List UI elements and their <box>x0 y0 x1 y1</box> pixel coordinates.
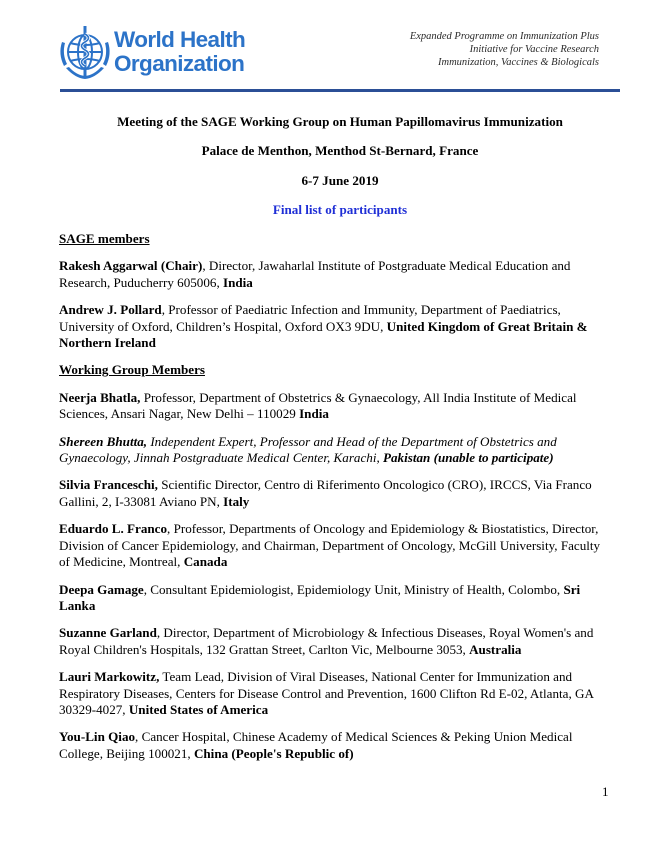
programme-block <box>339 30 599 69</box>
participant-details: Independent Expert, Professor and Head of the Department of Obstetrics and Gynaecology, Jinnah Postgraduate Medical Center, Karachi, <box>59 433 557 466</box>
meeting-venue: Palace de Menthon, Menthod St-Bernard, France <box>201 143 479 158</box>
organization-name <box>114 28 245 76</box>
page-number: 1 <box>602 784 609 799</box>
participant-entry <box>59 625 614 658</box>
participant-name: Silvia Franceschi, <box>59 477 158 493</box>
participant-details: Scientific Director, Centro di Riferimento Oncologico (CRO), IRCCS, Via Franco Gallini, 2, I-33081 Aviano PN, <box>59 477 592 509</box>
participant-name: Rakesh Aggarwal (Chair) <box>59 258 203 274</box>
participant-details: , Consultant Epidemiologist, Epidemiology Unit, Ministry of Health, Colombo, <box>143 581 564 597</box>
participant-name: Andrew J. Pollard <box>59 302 162 318</box>
participant-name: Eduardo L. Franco <box>59 521 168 537</box>
participant-details: , Professor, Departments of Oncology and Epidemiology & Biostatistics, Director, Division of Cancer Epidemiology, and Chairman, Department of Oncology, McGill University, Faculty of Medicine, Montreal, <box>59 521 601 570</box>
who-emblem-icon <box>56 22 114 84</box>
participant-country: China (People's Republic of) <box>193 745 354 761</box>
who-logo <box>56 22 246 84</box>
programme-line: Immunization, Vaccines & Biologicals <box>438 57 599 68</box>
participant-name: You-Lin Qiao <box>59 729 136 745</box>
participant-details: , Director, Jawaharlal Institute of Postgraduate Medical Education and Research, Puducherry 605006, <box>59 258 571 290</box>
participant-country: Italy <box>223 493 250 509</box>
participants-list <box>59 231 614 773</box>
participant-name: Neerja Bhatla, <box>59 389 141 405</box>
organization-name-line2: Organization <box>114 51 245 76</box>
organization-name-line1: World Health <box>114 27 246 52</box>
participant-name: Lauri Markowitz, <box>59 669 160 685</box>
section-heading-sage: SAGE members <box>59 231 150 246</box>
participant-country: Canada <box>183 554 228 570</box>
list-title: Final list of participants <box>272 202 408 217</box>
participant-details: , Cancer Hospital, Chinese Academy of Medical Sciences & Peking Union Medical College, Beijing 100021, <box>59 729 573 761</box>
meeting-dates: 6-7 June 2019 <box>301 173 379 188</box>
participant-entry <box>59 521 614 570</box>
participant-name: Deepa Gamage <box>59 581 144 597</box>
participant-country: United States of America <box>128 701 269 717</box>
participant-country: India <box>223 274 253 290</box>
participant-name: Suzanne Garland <box>59 625 157 641</box>
programme-line: Initiative for Vaccine Research <box>469 44 599 55</box>
participant-details: Professor, Department of Obstetrics & Gynaecology, All India Institute of Medical Sciences, Ansari Nagar, New Delhi – 110029 <box>59 389 577 422</box>
participant-details: Team Lead, Division of Viral Diseases, National Center for Immunization and Respiratory Diseases, Centers for Disease Control and Prevention, 1600 Clifton Rd E-02, Atlanta, GA 30329-4027, <box>59 669 594 717</box>
header-divider <box>60 89 620 92</box>
participant-entry <box>59 729 614 762</box>
participant-country: United Kingdom of Great Britain & Northern Ireland <box>59 318 588 351</box>
programme-line: Expanded Programme on Immunization Plus <box>409 31 599 42</box>
participant-entry <box>59 477 614 510</box>
participant-country: Australia <box>469 641 522 657</box>
participant-entry <box>59 669 614 718</box>
participant-details: , Director, Department of Microbiology & Infectious Diseases, Royal Women's and Royal Children's Hospitals, 132 Grattan Street, Carlton Vic, Melbourne 3053, <box>59 625 594 657</box>
section-heading-working-group: Working Group Members <box>59 362 205 378</box>
participant-details: , Professor of Paediatric Infection and Immunity, Department of Paediatrics, University of Oxford, Children’s Hospital, Oxford OX3 9DU, <box>59 302 561 334</box>
participant-name: Shereen Bhutta, <box>59 433 148 449</box>
participant-country: India <box>299 406 329 422</box>
participant-entry <box>59 390 614 423</box>
meeting-title: Meeting of the SAGE Working Group on Human Papillomavirus Immunization <box>117 114 563 129</box>
participant-entry <box>59 434 614 467</box>
participant-entry <box>59 302 614 351</box>
participant-entry <box>59 258 614 291</box>
participant-country: Pakistan (unable to participate) <box>383 450 554 466</box>
participant-country: Sri Lanka <box>59 581 581 613</box>
participant-entry <box>59 582 614 615</box>
